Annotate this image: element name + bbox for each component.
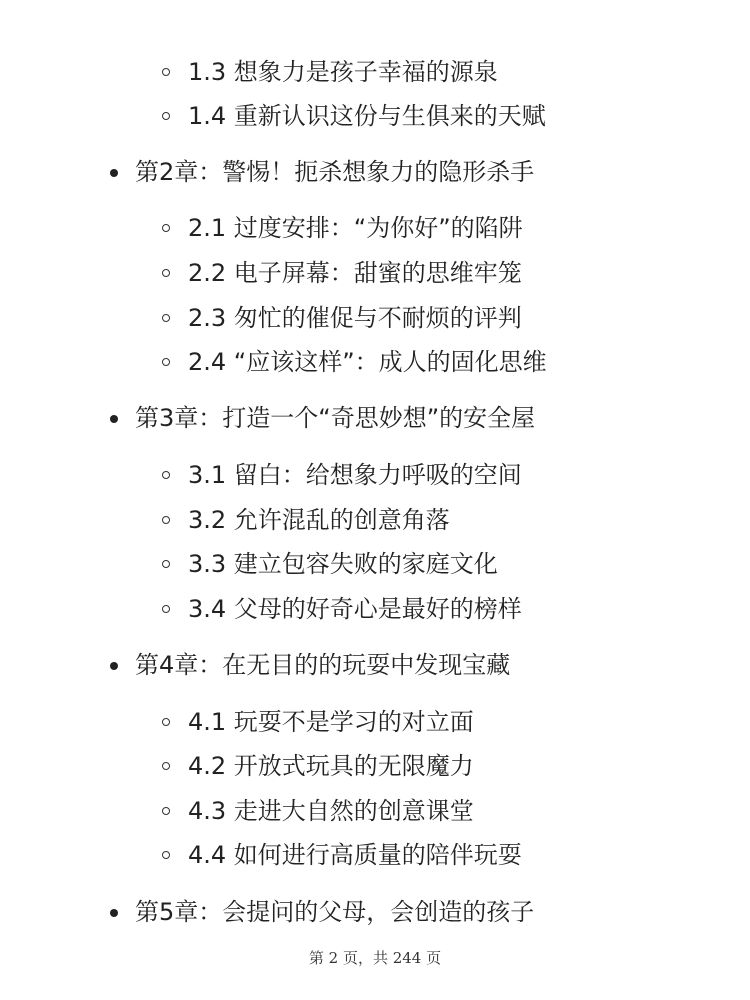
toc-section-label: 4.1 玩耍不是学习的对立面 <box>188 708 474 736</box>
circle-bullet-icon <box>162 68 170 76</box>
circle-bullet-icon <box>162 807 170 815</box>
toc-section-label: 2.4 “应该这样”：成人的固化思维 <box>188 348 547 376</box>
toc-section-label: 3.3 建立包容失败的家庭文化 <box>188 550 498 578</box>
toc-section-label: 4.3 走进大自然的创意课堂 <box>188 797 474 825</box>
disc-bullet-icon <box>110 909 118 917</box>
toc-section-label: 4.4 如何进行高质量的陪伴玩耍 <box>188 841 522 869</box>
toc-section-label: 3.1 留白：给想象力呼吸的空间 <box>188 461 522 489</box>
disc-bullet-icon <box>110 415 118 423</box>
circle-bullet-icon <box>162 358 170 366</box>
toc-chapter-label: 第5章：会提问的父母，会创造的孩子 <box>135 898 535 926</box>
circle-bullet-icon <box>162 314 170 322</box>
circle-bullet-icon <box>162 471 170 479</box>
toc-section-label: 1.3 想象力是孩子幸福的源泉 <box>188 58 498 86</box>
disc-bullet-icon <box>110 662 118 670</box>
circle-bullet-icon <box>162 224 170 232</box>
toc-section-label: 2.2 电子屏幕：甜蜜的思维牢笼 <box>188 259 522 287</box>
circle-bullet-icon <box>162 605 170 613</box>
toc-chapter-label: 第2章：警惕！扼杀想象力的隐形杀手 <box>135 158 535 186</box>
circle-bullet-icon <box>162 560 170 568</box>
circle-bullet-icon <box>162 516 170 524</box>
toc-section-label: 4.2 开放式玩具的无限魔力 <box>188 752 474 780</box>
circle-bullet-icon <box>162 718 170 726</box>
toc-chapter-label: 第4章：在无目的的玩耍中发现宝藏 <box>135 651 511 679</box>
toc-section-label: 3.4 父母的好奇心是最好的榜样 <box>188 595 522 623</box>
toc-section-label: 2.1 过度安排：“为你好”的陷阱 <box>188 214 523 242</box>
disc-bullet-icon <box>110 169 118 177</box>
toc-section-label: 2.3 匆忙的催促与不耐烦的评判 <box>188 304 522 332</box>
circle-bullet-icon <box>162 762 170 770</box>
circle-bullet-icon <box>162 112 170 120</box>
circle-bullet-icon <box>162 851 170 859</box>
circle-bullet-icon <box>162 269 170 277</box>
toc-chapter-label: 第3章：打造一个“奇思妙想”的安全屋 <box>135 404 536 432</box>
toc-section-label: 3.2 允许混乱的创意角落 <box>188 506 450 534</box>
page-number-footer: 第 2 页，共 244 页 <box>308 949 442 967</box>
toc-section-label: 1.4 重新认识这份与生俱来的天赋 <box>188 102 546 130</box>
